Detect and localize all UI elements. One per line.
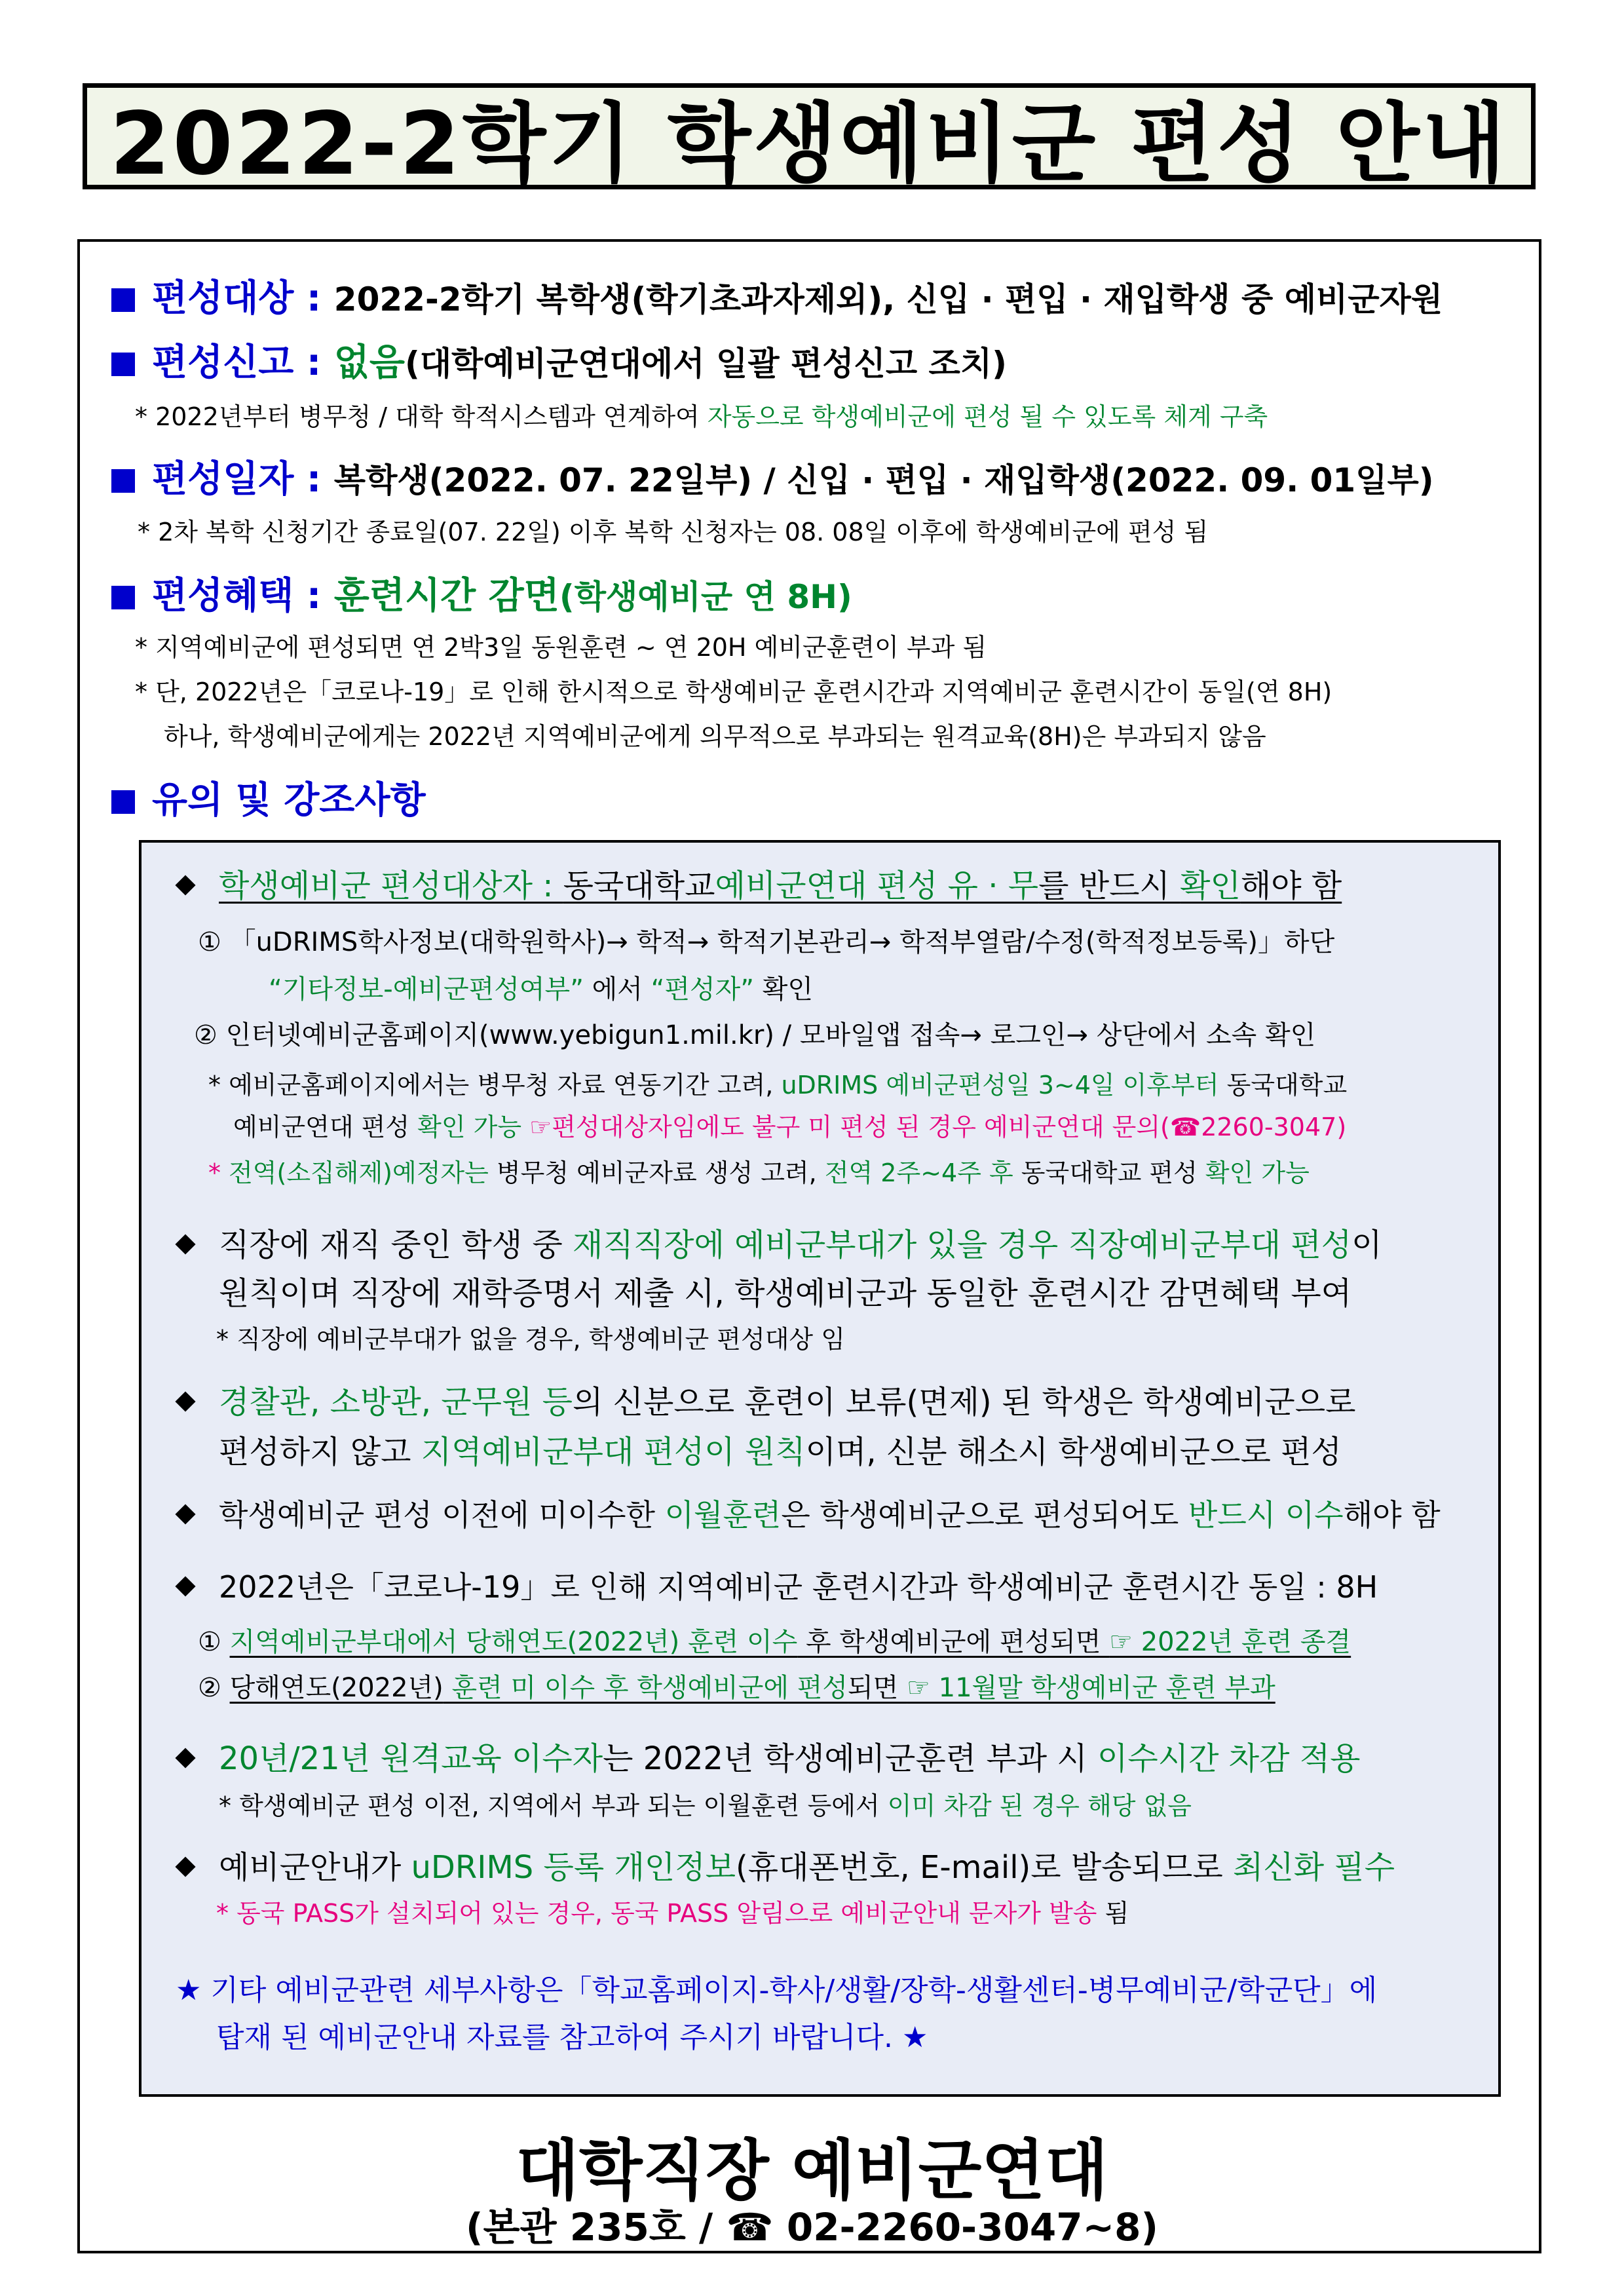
note-warning: * 동국 PASS가 설치되어 있는 경우, 동국 PASS 알림으로 예비군안내 문자가 발송 (216, 1899, 1097, 1928)
benefit-note-1: * 지역예비군에 편성되면 연 2박3일 동원훈련 ~ 연 20H 예비군훈련이 부과 됨 (135, 633, 987, 662)
case-highlight: 지역예비군부대에서 당해연도(2022년) 훈련 이수 (229, 1627, 798, 1657)
section-value: 훈련시간 감면 (333, 575, 559, 617)
case-number: ① (198, 1627, 230, 1657)
notice-item-5-case-1 (198, 1625, 1351, 1659)
item-highlight: 최신화 필수 (1233, 1849, 1395, 1886)
note-warning: ☞편성대상자임에도 불구 미 편성 된 경우 예비군연대 문의(☎2260-3047) (521, 1113, 1347, 1141)
item-highlight: 재직직장에 예비군부대가 있을 경우 직장예비군부대 편성 (572, 1227, 1352, 1263)
notice-item-7 (178, 1848, 1395, 1887)
organization-name: 대학직장 예비군연대 (516, 2132, 1108, 2209)
item-text: 2022년은「코로나-19」로 인해 지역예비군 훈련시간과 학생예비군 훈련시간 동일 : 8H (219, 1569, 1378, 1605)
section-date-note: * 2차 복학 신청기간 종료일(07. 22일) 이후 복학 신청자는 08. 08일 이후에 학생예비군에 편성 됨 (138, 518, 1209, 546)
diamond-bullet-icon (175, 875, 195, 895)
section-label: 편성대상 (152, 277, 294, 320)
diamond-bullet-icon (175, 1391, 195, 1411)
section-report (111, 339, 1007, 387)
case-text: 후 학생예비군에 편성되면 (797, 1627, 1110, 1657)
note-highlight: 전역 2주~4주 후 (824, 1158, 1013, 1187)
notice-item-2-line-2: 원칙이며 직장에 재학증명서 제출 시, 학생예비군과 동일한 훈련시간 감면혜택 부여 (219, 1275, 1352, 1312)
section-date (111, 456, 1434, 504)
note-text: 예비군연대 편성 (233, 1113, 418, 1141)
item-text: 편성하지 않고 (219, 1434, 421, 1470)
note-highlight: 이미 차감 된 경우 해당 없음 (887, 1791, 1192, 1820)
page-title: 2022-2학기 학생예비군 편성 안내 (109, 94, 1509, 195)
notice-item-1-step-1b (269, 972, 813, 1006)
colon: : (293, 575, 334, 617)
item-text: 예비군안내가 (219, 1849, 411, 1886)
case-result: ☞ 11월말 학생예비군 훈련 부과 (907, 1673, 1275, 1703)
section-benefit (111, 573, 852, 621)
notice-item-6-note (219, 1789, 1192, 1823)
section-label: 유의 및 강조사항 (152, 779, 426, 822)
diamond-bullet-icon (175, 1234, 195, 1254)
item-highlight: 예비군연대 편성 유 · 무 (715, 868, 1039, 904)
item-text: 를 반드시 (1038, 868, 1180, 904)
item-highlight: 20년/21년 원격교육 이수자 (219, 1740, 603, 1777)
note-text: 동국대학교 편성 (1013, 1158, 1205, 1187)
section-label: 편성신고 (152, 341, 294, 384)
note-highlight: 전역(소집해제)예정자는 (229, 1158, 489, 1187)
square-bullet-icon (111, 288, 135, 312)
section-label: 편성일자 (152, 458, 294, 501)
notice-item-5-case-2 (198, 1671, 1275, 1705)
section-report-note (135, 400, 1268, 434)
case-highlight: 훈련 미 이수 후 학생예비군에 편성 (443, 1673, 848, 1703)
note-highlight: 확인 가능 (417, 1113, 522, 1141)
notice-item-3 (178, 1383, 1355, 1422)
note-text: * 2022년부터 병무청 / 대학 학적시스템과 연계하여 (135, 402, 708, 431)
square-bullet-icon (111, 353, 135, 376)
colon: : (293, 341, 334, 384)
item-text: 는 2022년 학생예비군훈련 부과 시 (603, 1740, 1098, 1777)
item-text: (휴대폰번호, E-mail)로 발송되므로 (735, 1849, 1233, 1886)
section-text: (대학예비군연대에서 일괄 편성신고 조치) (404, 345, 1008, 383)
benefit-note-3: 하나, 학생예비군에게는 2022년 지역예비군에게 의무적으로 부과되는 원격교육(8H)은 부과되지 않음 (164, 722, 1266, 751)
item-text: 해야 함 (1343, 1497, 1441, 1533)
diamond-bullet-icon (175, 1748, 195, 1768)
item-text: 이 (1351, 1227, 1382, 1263)
note-text: * 학생예비군 편성 이전, 지역에서 부과 되는 이월훈련 등에서 (219, 1791, 888, 1820)
case-number: ② (198, 1673, 230, 1703)
square-bullet-icon (111, 790, 135, 814)
note-text: 됨 (1097, 1899, 1129, 1928)
notice-item-7-note (216, 1896, 1129, 1930)
title-banner (83, 83, 1536, 195)
item-highlight: 경찰관, 소방관, 군무원 등 (219, 1384, 573, 1421)
closing-note-2: 탑재 된 예비군안내 자료를 참고하여 주시기 바랍니다. ★ (216, 2021, 928, 2054)
note-highlight: 확인 가능 (1205, 1158, 1310, 1187)
item-text: 동국대학교 (563, 868, 715, 904)
notice-item-2 (178, 1225, 1382, 1265)
item-text: 이며, 신분 해소시 학생예비군으로 편성 (805, 1434, 1342, 1470)
notice-item-3-line-2 (219, 1432, 1342, 1472)
item-text: 의 신분으로 훈련이 보류(면제) 된 학생은 학생예비군으로 (572, 1384, 1356, 1421)
section-text: 복학생(2022. 07. 22일부) / 신입 · 편입 · 재입학생(2022. 09. 01일부) (333, 461, 1434, 499)
notice-item-1-note-1 (208, 1068, 1347, 1102)
item-highlight: 반드시 이수 (1188, 1497, 1344, 1533)
diamond-bullet-icon (175, 1576, 195, 1596)
note-highlight: 자동으로 학생예비군에 편성 될 수 있도록 체계 구축 (707, 402, 1268, 431)
colon: : (293, 277, 334, 320)
notice-item-1-step-1: ① 「uDRIMS학사정보(대학원학사)→ 학적→ 학적기본관리→ 학적부열람/수정(학적정보등록)」하단 (198, 927, 1335, 957)
item-highlight: 지역예비군부대 편성이 원칙 (421, 1434, 806, 1470)
case-text: 당해연도(2022년) (229, 1673, 444, 1703)
notice-item-1-note-2 (233, 1110, 1346, 1144)
note-text: 동국대학교 (1218, 1071, 1348, 1100)
notice-item-2-note: * 직장에 예비군부대가 없을 경우, 학생예비군 편성대상 임 (216, 1325, 845, 1354)
note-text: 병무청 예비군자료 생성 고려, (488, 1158, 825, 1187)
closing-note-1: ★ 기타 예비군관련 세부사항은「학교홈페이지-학사/생활/장학-생활센터-병무예비군/학군단」에 (176, 1974, 1378, 2007)
section-notice (111, 777, 426, 824)
diamond-bullet-icon (175, 1856, 195, 1877)
square-bullet-icon (111, 469, 135, 493)
section-value-detail: (학생예비군 연 8H) (559, 578, 852, 616)
case-text: 되면 (848, 1673, 907, 1703)
section-target (111, 275, 1443, 323)
note-text: 에서 (583, 974, 651, 1004)
item-highlight: uDRIMS 등록 개인정보 (411, 1849, 736, 1886)
square-bullet-icon (111, 586, 135, 609)
field-name: “기타정보-예비군편성여부” (269, 974, 584, 1004)
notice-item-5 (178, 1567, 1378, 1607)
note-star: * (208, 1158, 229, 1187)
diamond-bullet-icon (175, 1504, 195, 1524)
item-text: 학생예비군 편성 이전에 미이수한 (219, 1497, 665, 1533)
item-text: 해야 함 (1240, 868, 1342, 904)
notice-item-1 (178, 866, 1342, 906)
notice-item-6 (178, 1739, 1361, 1778)
item-label: 학생예비군 편성대상자 : (219, 868, 563, 904)
organization-contact: (본관 235호 / ☎ 02-2260-3047~8) (465, 2205, 1159, 2249)
note-text: 확인 (754, 974, 814, 1004)
field-value: “편성자” (651, 974, 755, 1004)
item-highlight: 이월훈련 (664, 1497, 782, 1533)
notice-item-4 (178, 1495, 1441, 1535)
item-text: 은 학생예비군으로 편성되어도 (781, 1497, 1188, 1533)
notice-item-1-step-2: ② 인터넷예비군홈페이지(www.yebigun1.mil.kr) / 모바일앱 접속→ 로그인→ 상단에서 소속 확인 (194, 1020, 1316, 1050)
colon: : (293, 458, 334, 501)
section-label: 편성혜택 (152, 575, 294, 617)
section-text: 2022-2학기 복학생(학기초과자제외), 신입 · 편입 · 재입학생 중 예비군자원 (333, 280, 1443, 318)
note-highlight: uDRIMS 예비군편성일 3~4일 이후부터 (781, 1071, 1219, 1100)
item-highlight: 이수시간 차감 적용 (1097, 1740, 1361, 1777)
benefit-note-2: * 단, 2022년은「코로나-19」로 인해 한시적으로 학생예비군 훈련시간과 지역예비군 훈련시간이 동일(연 8H) (135, 678, 1332, 706)
notice-item-1-note-3 (208, 1156, 1310, 1190)
section-value: 없음 (333, 341, 405, 384)
item-text: 직장에 재직 중인 학생 중 (219, 1227, 573, 1263)
note-text: * 예비군홈페이지에서는 병무청 자료 연동기간 고려, (208, 1071, 782, 1100)
item-highlight: 확인 (1180, 868, 1241, 904)
case-result: ☞ 2022년 훈련 종결 (1109, 1627, 1351, 1657)
